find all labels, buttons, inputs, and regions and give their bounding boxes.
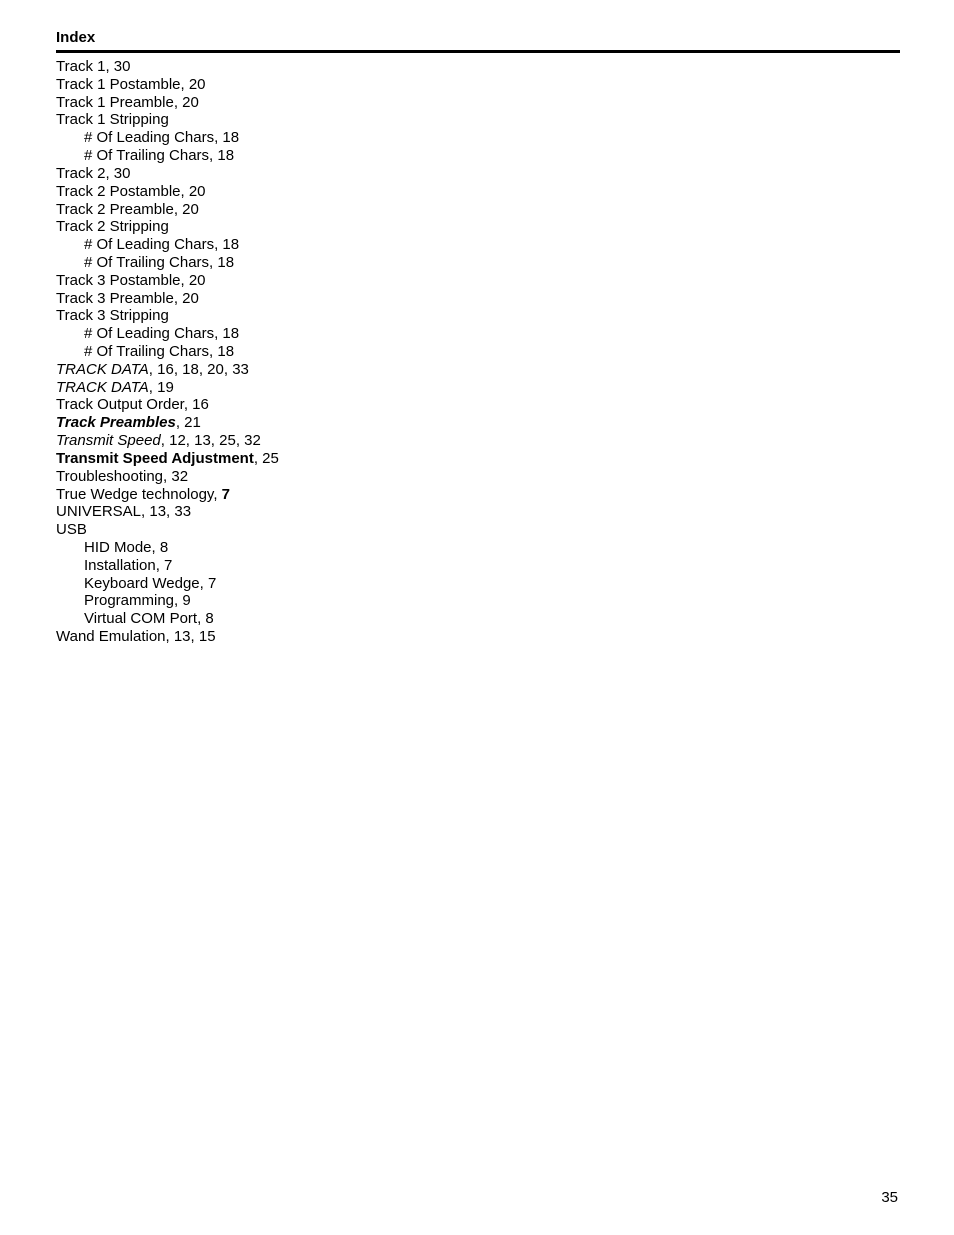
index-subentry [56, 539, 279, 557]
index-subentry [56, 592, 279, 610]
entry-text: Wand Emulation, 13, 15 [56, 628, 216, 645]
entry-text: TRACK DATA [56, 360, 149, 378]
entry-text: Track 2 Postamble, 20 [56, 182, 206, 200]
index-entry [56, 396, 279, 414]
entry-text: , 19 [148, 378, 174, 396]
index-entry [56, 468, 279, 486]
index-subentry [56, 325, 279, 343]
entry-text: HID Mode, 8 [84, 538, 169, 556]
index-entry [56, 76, 279, 94]
index-entry [56, 361, 279, 379]
index-subentry [56, 557, 279, 575]
entry-text: Track 1, 30 [56, 58, 131, 75]
entry-text: # Of Trailing Chars, 18 [84, 343, 235, 360]
index-entry [56, 183, 279, 201]
entry-text: UNIVERSAL, 13, 33 [56, 503, 192, 521]
entry-text: # Of Leading Chars, 18 [84, 325, 240, 343]
entry-text: Track 3 Preamble, 20 [56, 289, 199, 307]
entry-text: Transmit Speed Adjustment [56, 449, 254, 467]
entry-text: # Of Leading Chars, 18 [84, 236, 240, 254]
index-entry [56, 94, 279, 112]
entry-text: , 16, 18, 20, 33 [148, 360, 249, 378]
entry-text: Track Output Order, 16 [56, 396, 209, 414]
index-entry [56, 450, 279, 468]
entry-text: Track 1 Stripping [56, 111, 169, 129]
entry-text: # Of Leading Chars, 18 [84, 129, 240, 147]
index-entry [56, 111, 279, 129]
entry-text: Track Preambles [56, 414, 176, 432]
entry-text: USB [56, 521, 87, 539]
entry-text: , 21 [175, 414, 201, 432]
index-list [56, 58, 279, 646]
entry-text: Programming, 9 [84, 592, 191, 610]
entry-text: Keyboard Wedge, 7 [84, 574, 217, 592]
page-title: Index [56, 29, 96, 46]
entry-text: Transmit Speed [56, 432, 161, 450]
index-entry [56, 165, 279, 183]
index-entry [56, 628, 279, 646]
index-entry [56, 58, 279, 76]
entry-text: Track 1 Postamble, 20 [56, 75, 206, 93]
entry-text: Track 2 Preamble, 20 [56, 200, 199, 218]
index-entry [56, 201, 279, 219]
entry-text: , 12, 13, 25, 32 [160, 432, 261, 450]
index-subentry [56, 147, 279, 165]
page-number: 35 [881, 1189, 898, 1206]
index-subentry [56, 610, 279, 628]
index-entry [56, 272, 279, 290]
index-entry [56, 503, 279, 521]
index-subentry [56, 129, 279, 147]
entry-text: Troubleshooting, 32 [56, 467, 189, 485]
index-entry [56, 432, 279, 450]
index-subentry [56, 343, 279, 361]
index-subentry [56, 236, 279, 254]
entry-text: Virtual COM Port, 8 [84, 610, 214, 628]
entry-text: Track 3 Stripping [56, 307, 169, 325]
index-subentry [56, 254, 279, 272]
page-header [56, 28, 900, 53]
index-entry [56, 290, 279, 308]
index-entry [56, 379, 279, 397]
entry-text: Installation, 7 [84, 556, 173, 574]
index-entry [56, 307, 279, 325]
index-entry [56, 521, 279, 539]
entry-text: Track 2, 30 [56, 164, 131, 182]
entry-text: 7 [221, 485, 230, 503]
entry-text: TRACK DATA [56, 378, 149, 396]
index-subentry [56, 575, 279, 593]
entry-text: # Of Trailing Chars, 18 [84, 147, 235, 165]
index-entry [56, 218, 279, 236]
entry-text: , 25 [253, 449, 279, 467]
entry-text: # Of Trailing Chars, 18 [84, 253, 235, 271]
entry-text: Track 2 Stripping [56, 218, 169, 236]
index-entry [56, 414, 279, 432]
entry-text: True Wedge technology, [56, 485, 222, 503]
index-entry [56, 486, 279, 504]
entry-text: Track 3 Postamble, 20 [56, 271, 206, 289]
entry-text: Track 1 Preamble, 20 [56, 93, 199, 111]
